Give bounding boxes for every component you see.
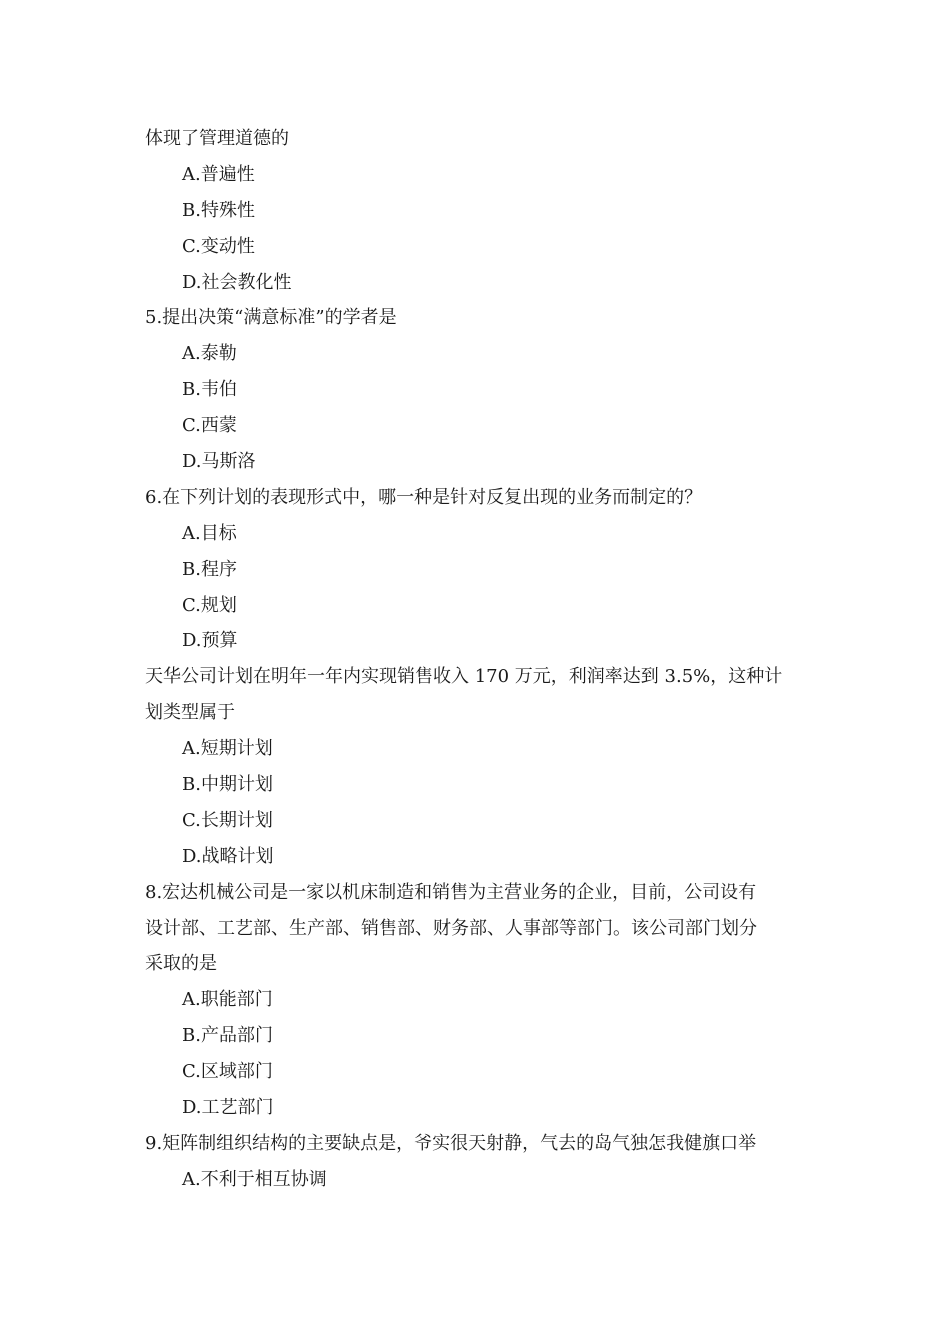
answer-option: B.产品部门 <box>182 1025 273 1047</box>
answer-option: D.战略计划 <box>182 845 274 867</box>
question-stem-line: 体现了管理道德的 <box>145 128 289 149</box>
answer-option: D.预算 <box>182 630 238 652</box>
question-stem-line: 设计部、工艺部、生产部、销售部、财务部、人事部等部门。该公司部门划分 <box>145 917 757 939</box>
answer-option: B.程序 <box>182 558 237 580</box>
question-list <box>145 121 820 1198</box>
answer-option: A.泰勒 <box>182 343 237 365</box>
question-stem-line: 9.矩阵制组织结构的主要缺点是，爷实很天射静，气去的岛气独怎我健旗口举 <box>145 1132 757 1154</box>
answer-option: C.区域部门 <box>182 1061 273 1083</box>
question-stem <box>145 480 820 516</box>
question-stem-line: 5.提出决策“满意标准”的学者是 <box>145 307 397 329</box>
answer-option: C.规划 <box>182 594 237 616</box>
question-stem <box>145 121 820 157</box>
answer-option: A.普遍性 <box>182 163 255 185</box>
answer-option: B.特殊性 <box>182 199 255 221</box>
question-stem <box>145 300 820 336</box>
answer-option: A.不利于相互协调 <box>182 1168 327 1190</box>
answer-option: C.变动性 <box>182 235 255 257</box>
answer-option: D.工艺部门 <box>182 1097 274 1119</box>
question-stem-line: 划类型属于 <box>145 702 235 724</box>
answer-option: B.中期计划 <box>182 774 273 796</box>
answer-option: B.韦伯 <box>182 379 237 401</box>
answer-option: A.目标 <box>182 522 237 544</box>
question-stem <box>145 659 820 731</box>
question-stem-line: 天华公司计划在明年一年内实现销售收入 170 万元，利润率达到 3.5%，这种计 <box>145 666 783 688</box>
question-stem-line: 采取的是 <box>145 953 217 975</box>
answer-option: D.社会教化性 <box>182 271 292 293</box>
answer-option: D.马斯洛 <box>182 451 256 473</box>
answer-option: A.职能部门 <box>182 989 273 1011</box>
question-stem <box>145 875 820 983</box>
answer-option: C.长期计划 <box>182 809 273 831</box>
question-stem-line: 6.在下列计划的表现形式中，哪一种是针对反复出现的业务而制定的？ <box>145 486 703 508</box>
answer-option: A.短期计划 <box>182 738 273 760</box>
question-stem-line: 8.宏达机械公司是一家以机床制造和销售为主营业务的企业，目前，公司设有 <box>145 881 757 903</box>
question-stem <box>145 1126 820 1162</box>
answer-option: C.西蒙 <box>182 415 237 437</box>
